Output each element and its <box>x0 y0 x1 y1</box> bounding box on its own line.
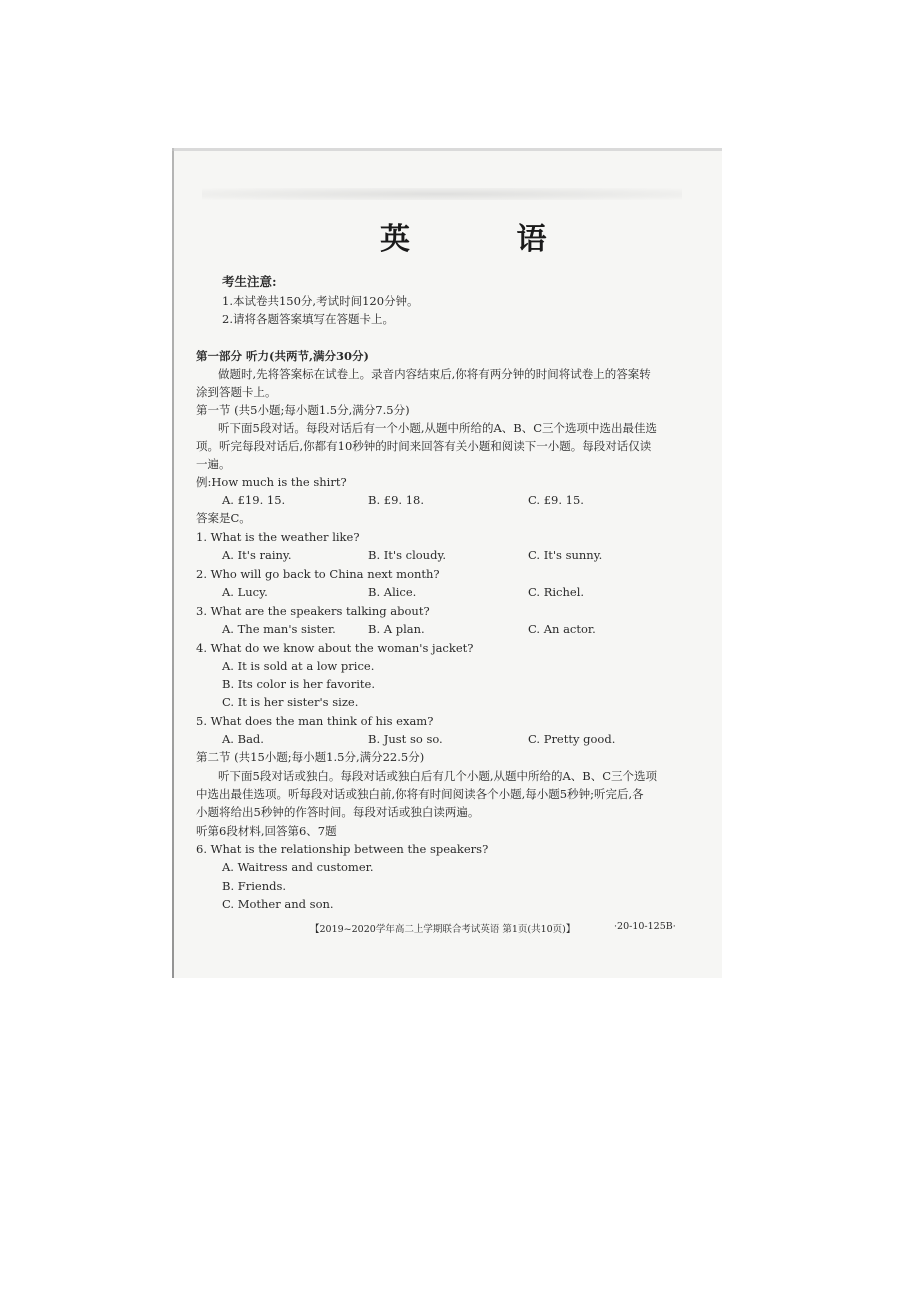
q4-option-c: C. It is her sister's size. <box>222 695 359 709</box>
page-title: 英 语 <box>380 222 595 257</box>
q5-question: 5. What does the man think of his exam? <box>196 714 434 728</box>
section2-heading: 第二节 (共15小题;每小题1.5分,满分22.5分) <box>196 750 425 764</box>
scan-top-edge <box>172 148 722 151</box>
q4-question: 4. What do we know about the woman's jacket? <box>196 641 474 655</box>
part1-intro-line-1: 做题时,先将答案标在试卷上。录音内容结束后,你将有两分钟的时间将试卷上的答案转 <box>218 367 651 381</box>
q2-option-c: C. Richel. <box>528 585 585 599</box>
q6-option-a: A. Waitress and customer. <box>222 860 374 874</box>
q3-option-a: A. The man's sister. <box>222 622 336 636</box>
section1-intro-line-1: 听下面5段对话。每段对话后有一个小题,从题中所给的A、B、C三个选项中选出最佳选 <box>218 421 658 435</box>
q1-option-b: B. It's cloudy. <box>368 548 447 562</box>
section2-material-6: 听第6段材料,回答第6、7题 <box>196 824 337 838</box>
q2-option-a: A. Lucy. <box>222 585 268 599</box>
notice-heading: 考生注意: <box>222 274 277 289</box>
section1-intro-line-3: 一遍。 <box>196 457 231 471</box>
q4-option-b: B. Its color is her favorite. <box>222 677 375 691</box>
scan-smudge <box>202 188 682 200</box>
q1-option-c: C. It's sunny. <box>528 548 603 562</box>
part1-heading: 第一部分 听力(共两节,满分30分) <box>196 349 369 363</box>
example-option-a: A. £19. 15. <box>222 493 286 507</box>
q2-question: 2. Who will go back to China next month? <box>196 567 440 581</box>
q2-option-b: B. Alice. <box>368 585 417 599</box>
q6-option-b: B. Friends. <box>222 879 287 893</box>
q6-question: 6. What is the relationship between the speakers? <box>196 842 489 856</box>
example-option-c: C. £9. 15. <box>528 493 584 507</box>
footer-code: ·20-10-125B· <box>614 921 676 932</box>
section2-intro-line-3: 小题将给出5秒钟的作答时间。每段对话或独白读两遍。 <box>196 805 480 819</box>
part1-intro-line-2: 涂到答题卡上。 <box>196 385 277 399</box>
q3-option-c: C. An actor. <box>528 622 596 636</box>
notice-line-2: 2.请将各题答案填写在答题卡上。 <box>222 312 394 326</box>
notice-line-1: 1.本试卷共150分,考试时间120分钟。 <box>222 294 419 308</box>
example-option-b: B. £9. 18. <box>368 493 424 507</box>
footer-exam-info: 【2019~2020学年高二上学期联合考试英语 第1页(共10页)】 <box>310 924 576 935</box>
scanned-page <box>172 148 722 978</box>
scan-left-edge <box>172 148 174 978</box>
example-answer: 答案是C。 <box>196 511 251 525</box>
section2-intro-line-2: 中选出最佳选项。听每段对话或独白前,你将有时间阅读各个小题,每小题5秒钟;听完后,各 <box>196 787 644 801</box>
q4-option-a: A. It is sold at a low price. <box>222 659 375 673</box>
section1-intro-line-2: 项。听完每段对话后,你都有10秒钟的时间来回答有关小题和阅读下一小题。每段对话仅读 <box>196 439 652 453</box>
example-question: 例:How much is the shirt? <box>196 475 347 489</box>
q3-question: 3. What are the speakers talking about? <box>196 604 430 618</box>
q5-option-c: C. Pretty good. <box>528 732 616 746</box>
section1-heading: 第一节 (共5小题;每小题1.5分,满分7.5分) <box>196 403 410 417</box>
q6-option-c: C. Mother and son. <box>222 897 334 911</box>
q3-option-b: B. A plan. <box>368 622 425 636</box>
q5-option-b: B. Just so so. <box>368 732 443 746</box>
q5-option-a: A. Bad. <box>222 732 264 746</box>
q1-option-a: A. It's rainy. <box>222 548 292 562</box>
section2-intro-line-1: 听下面5段对话或独白。每段对话或独白后有几个小题,从题中所给的A、B、C三个选项 <box>218 769 658 783</box>
q1-question: 1. What is the weather like? <box>196 530 360 544</box>
